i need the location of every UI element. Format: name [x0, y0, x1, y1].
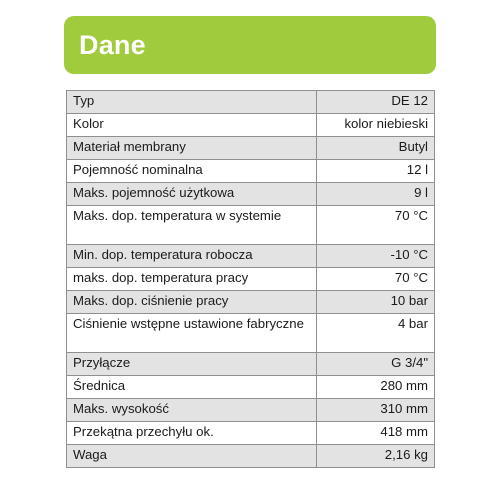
- row-value: 10 bar: [317, 291, 435, 314]
- row-value: DE 12: [317, 91, 435, 114]
- row-label: Maks. dop. temperatura w systemie: [67, 206, 317, 245]
- row-label: Materiał membrany: [67, 137, 317, 160]
- table-row: [67, 183, 435, 206]
- row-value: 2,16 kg: [317, 445, 435, 468]
- table-row: [67, 114, 435, 137]
- row-label: Przyłącze: [67, 353, 317, 376]
- row-value: 310 mm: [317, 399, 435, 422]
- row-value: kolor niebieski: [317, 114, 435, 137]
- table-row: [67, 422, 435, 445]
- table-row: [67, 160, 435, 183]
- row-value: 9 l: [317, 183, 435, 206]
- table-row: [67, 353, 435, 376]
- section-title: Dane: [79, 29, 146, 60]
- spec-table: [66, 90, 435, 468]
- row-value: 280 mm: [317, 376, 435, 399]
- row-label: maks. dop. temperatura pracy: [67, 268, 317, 291]
- section-header: [64, 16, 436, 74]
- table-row: [67, 206, 435, 245]
- table-row: [67, 376, 435, 399]
- table-row: [67, 314, 435, 353]
- row-label: Maks. wysokość: [67, 399, 317, 422]
- row-value: 70 °C: [317, 268, 435, 291]
- row-value: 418 mm: [317, 422, 435, 445]
- row-label: Kolor: [67, 114, 317, 137]
- table-row: [67, 445, 435, 468]
- row-label: Pojemność nominalna: [67, 160, 317, 183]
- row-value: 70 °C: [317, 206, 435, 245]
- row-label: Waga: [67, 445, 317, 468]
- row-label: Przekątna przechyłu ok.: [67, 422, 317, 445]
- table-row: [67, 137, 435, 160]
- table-row: [67, 399, 435, 422]
- row-value: Butyl: [317, 137, 435, 160]
- table-row: [67, 291, 435, 314]
- row-label: Typ: [67, 91, 317, 114]
- table-row: [67, 268, 435, 291]
- row-label: Maks. pojemność użytkowa: [67, 183, 317, 206]
- row-label: Min. dop. temperatura robocza: [67, 245, 317, 268]
- table-row: [67, 91, 435, 114]
- row-value: G 3/4": [317, 353, 435, 376]
- row-label: Średnica: [67, 376, 317, 399]
- table-row: [67, 245, 435, 268]
- row-value: -10 °C: [317, 245, 435, 268]
- row-value: 12 l: [317, 160, 435, 183]
- row-value: 4 bar: [317, 314, 435, 353]
- row-label: Ciśnienie wstępne ustawione fabryczne: [67, 314, 317, 353]
- row-label: Maks. dop. ciśnienie pracy: [67, 291, 317, 314]
